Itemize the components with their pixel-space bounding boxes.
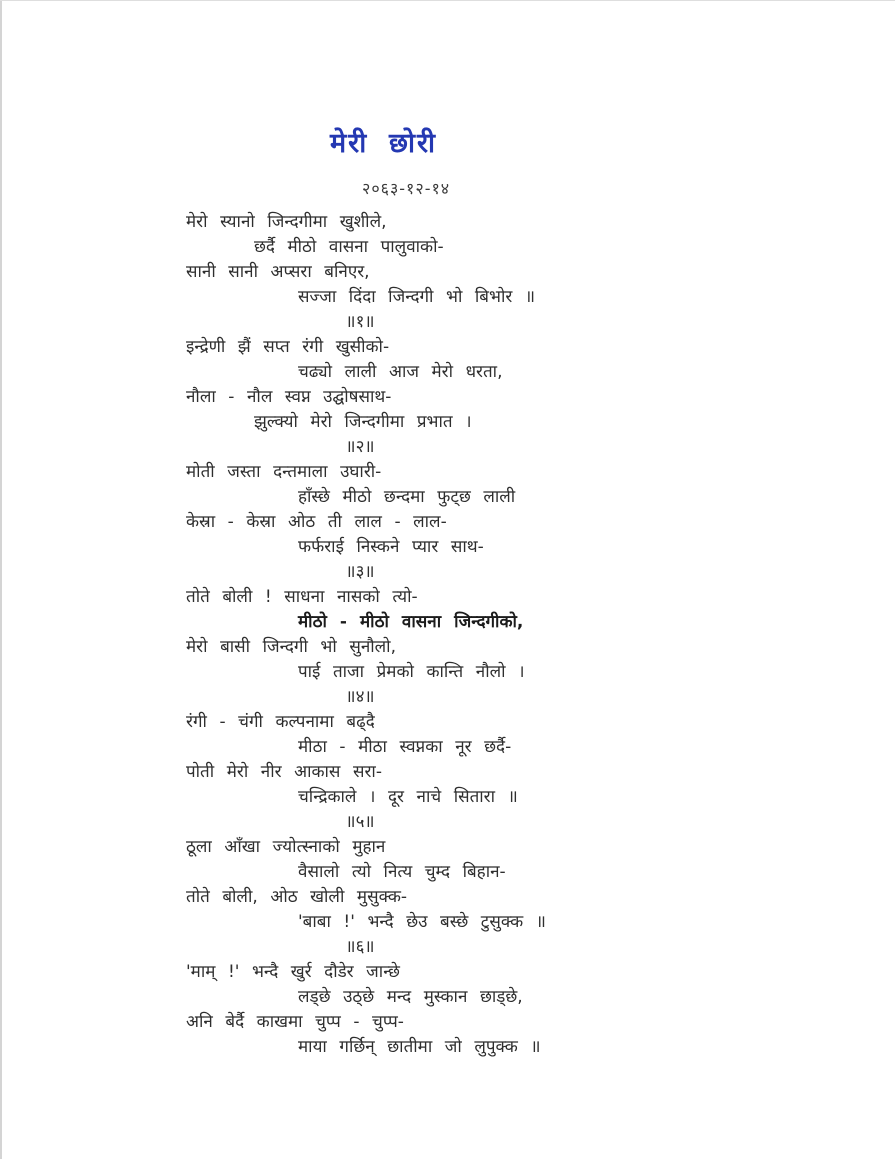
poem-line: रंगी - चंगी कल्पनामा बढ्दै (186, 712, 375, 732)
poem-line: ठूला आँखा ज्योत्स्नाको मुहान (186, 837, 386, 857)
scan-edge-left (0, 0, 2, 1159)
poem-line: सज्जा दिंदा जिन्दगी भो बिभोर ॥ (298, 287, 536, 307)
poem-line: वैसालो त्यो नित्य चुम्द बिहान- (298, 862, 506, 882)
poem-line: मीठो - मीठो वासना जिन्दगीको, (298, 612, 524, 632)
stanza-marker: ॥२॥ (345, 437, 375, 457)
poem-line: तोते बोली, ओठ खोली मुसुक्क- (186, 887, 408, 907)
poem-line: अनि बेर्दै काखमा चुप्प - चुप्प- (186, 1012, 404, 1032)
poem-line: केस्रा - केस्रा ओठ ती लाल - लाल- (186, 512, 447, 532)
poem-line: नौला - नौल स्वप्न उद्घोषसाथ- (186, 387, 392, 407)
poem-line: छर्दै मीठो वासना पालुवाको- (254, 237, 444, 257)
poem-line: झुल्क्यो मेरो जिन्दगीमा प्रभात । (254, 412, 472, 432)
poem-line: लड्छे उठ्छे मन्द मुस्कान छाड्छे, (298, 987, 523, 1007)
poem-line: पोती मेरो नीर आकास सरा- (186, 762, 382, 782)
stanza-marker: ॥५॥ (345, 812, 375, 832)
poem-line: हाँस्छे मीठो छन्दमा फुट्छ लाली (298, 487, 516, 507)
poem-title: मेरी छोरी (330, 128, 437, 159)
poem-line: 'माम् !' भन्दै खुर्र दौडेर जान्छे (186, 962, 400, 982)
poem-date: २०६३-१२-१४ (362, 179, 451, 198)
poem-line: तोते बोली ! साधना नासको त्यो- (186, 587, 418, 607)
poem-line: पाई ताजा प्रेमको कान्ति नौलो । (298, 662, 525, 682)
poem-line: मेरो बासी जिन्दगी भो सुनौलो, (186, 637, 396, 657)
poem-line: फर्फराई निस्कने प्यार साथ- (298, 537, 484, 557)
scan-edge-top (0, 0, 895, 1)
stanza-marker: ॥४॥ (345, 687, 375, 707)
stanza-marker: ॥६॥ (345, 937, 375, 957)
poem-line: 'बाबा !' भन्दै छेउ बस्छे टुसुक्क ॥ (298, 912, 546, 932)
poem-line: इन्द्रेणी झैं सप्त रंगी खुसीको- (186, 337, 390, 357)
poem-line: सानी सानी अप्सरा बनिएर, (186, 262, 370, 282)
poem-line: मीठा - मीठा स्वप्नका नूर छर्दै- (298, 737, 512, 757)
poem-line: मेरो स्यानो जिन्दगीमा खुशीले, (186, 212, 387, 232)
poem-line: चढ्यो लाली आज मेरो धरता, (298, 362, 503, 382)
poem-line: माया गर्छिन् छातीमा जो लुपुक्क ॥ (298, 1037, 541, 1057)
stanza-marker: ॥१॥ (345, 312, 375, 332)
poem-line: मोती जस्ता दन्तमाला उघारी- (186, 462, 382, 482)
poem-line: चन्द्रिकाले । दूर नाचे सितारा ॥ (298, 787, 518, 807)
poem-body (186, 210, 546, 1060)
stanza-marker: ॥३॥ (345, 562, 375, 582)
